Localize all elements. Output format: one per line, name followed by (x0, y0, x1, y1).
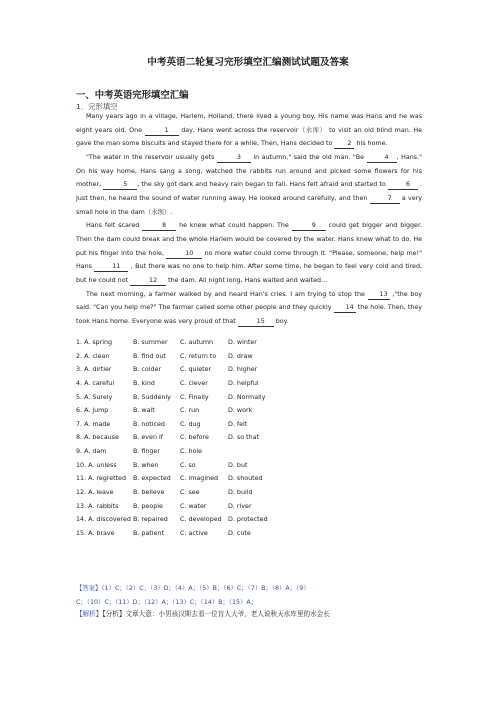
option-c[interactable]: C. so (180, 461, 196, 469)
blank-8[interactable]: 8 (142, 222, 176, 231)
blank-10[interactable]: 10 (166, 250, 202, 259)
passage-text: in autumn," said the old man. "Be (250, 153, 367, 161)
passage-text: no more water could come through it. "Please, someone, help me!" Hans (76, 249, 422, 271)
option-d[interactable]: D. helpful (228, 379, 259, 387)
option-a[interactable]: 3. A. dirtier (76, 366, 112, 374)
passage-text: the dam. All night long, Hans waited and waited... (166, 276, 328, 284)
option-c[interactable]: C. run (180, 407, 200, 415)
blank-9[interactable]: 9 (292, 222, 326, 231)
option-c[interactable]: C. imagined (180, 475, 219, 483)
option-c[interactable]: C. quieter (180, 366, 212, 374)
option-a[interactable]: 15. A. brave (76, 529, 115, 537)
blank-1[interactable]: 1 (145, 127, 179, 136)
section-heading: 一、中考英语完形填空汇编 (76, 90, 189, 101)
option-d[interactable]: D. so that (228, 434, 260, 442)
passage-text: . Just then, he heard the sound of water running away. He looked around carefully, and then (76, 181, 422, 202)
option-b[interactable]: B. Suddenly (133, 393, 171, 401)
option-c[interactable]: C. autumn (180, 339, 214, 346)
option-c[interactable]: C. water (180, 502, 207, 510)
answer-text: （1）C；（2）C；（3）D；（4）A；（5）B；（6）C；（7）B；（8）A；（9） (101, 585, 310, 592)
answer-block (76, 582, 426, 609)
blank-3[interactable]: 3 (217, 154, 251, 163)
passage-paragraph (76, 219, 422, 287)
passage-paragraph (76, 288, 422, 329)
passage-text: "The water in the reservoir usually gets (86, 153, 217, 161)
option-b[interactable]: B. summer (133, 339, 168, 346)
option-b[interactable]: B. when (133, 461, 159, 469)
option-b[interactable]: B. believe (133, 489, 165, 497)
passage-text: Hans felt scared (86, 222, 143, 230)
option-b[interactable]: B. colder (133, 366, 162, 374)
option-d[interactable]: D. winter (228, 339, 257, 346)
option-d[interactable]: D. higher (228, 366, 258, 374)
blank-7[interactable]: 7 (370, 195, 400, 204)
passage-text: Many years ago in a village, Harlem, Holland, there lived a young boy. His name was Hans and he was eight years old. One (76, 113, 422, 134)
option-c[interactable]: C. active (180, 529, 208, 537)
option-a[interactable]: 12. A. leave (76, 489, 114, 497)
blank-4[interactable]: 4 (367, 154, 397, 163)
passage-text: could get bigger and bigger. Then the dam could break and the whole Harlem would be covered by the water. Hans knew what to do. He put his finger into the hole, (76, 222, 422, 257)
option-d[interactable]: D. but (228, 461, 248, 469)
passage-text: the hole. Then, they took Hans home. Everyone was very proud of that (76, 304, 423, 325)
option-c[interactable]: C. return to (180, 352, 217, 360)
option-b[interactable]: B. repaired (133, 516, 168, 524)
option-a[interactable]: 4. A. careful (76, 379, 115, 387)
option-d[interactable]: D. Normally (228, 393, 266, 401)
option-b[interactable]: B. expected (133, 475, 171, 483)
question-number: 1． (76, 102, 89, 111)
question-type-label: 完形填空 (88, 102, 118, 111)
blank-5[interactable]: 5 (103, 181, 137, 190)
option-a[interactable]: 5. A. Surely (76, 393, 113, 401)
document-title: 中考英语二轮复习完形填空汇编测试试题及答案 (147, 57, 349, 68)
option-b[interactable]: B. noticed (133, 420, 165, 428)
option-b[interactable]: B. patient (133, 529, 164, 537)
option-b[interactable]: B. even if (133, 434, 163, 442)
option-d[interactable]: D. felt (228, 420, 248, 428)
option-b[interactable]: B. find out (133, 352, 166, 360)
option-b[interactable]: B. finger (133, 448, 160, 456)
blank-14[interactable]: 14 (334, 304, 356, 313)
option-d[interactable]: D. shouted (228, 475, 263, 483)
option-a[interactable]: 11. A. regretted (76, 475, 127, 483)
option-d[interactable]: D. protected (228, 516, 268, 524)
option-c[interactable]: C. see (180, 489, 200, 497)
passage-paragraph (76, 151, 422, 219)
option-d[interactable]: D. work (228, 407, 253, 415)
option-c[interactable]: C. hole (180, 448, 203, 456)
option-c[interactable]: C. Finally (180, 393, 209, 401)
analysis-label: 【解析】 (76, 610, 103, 618)
option-a[interactable]: 13. A. rabbits (76, 502, 119, 510)
option-a[interactable]: 9. A. dam (76, 448, 107, 456)
option-d[interactable]: D. river (228, 502, 252, 510)
passage-paragraph (76, 110, 422, 151)
option-d[interactable]: D. draw (228, 352, 253, 360)
option-c[interactable]: C. dug (180, 420, 201, 428)
blank-15[interactable]: 15 (238, 318, 274, 327)
passage-text: ,"the boy said. "Can you help me?" The farmer called some other people and they quickly (76, 290, 422, 312)
passage-text: , the sky got dark and heavy rain began to fall. Hans felt afraid and started to (137, 181, 388, 189)
option-c[interactable]: C. before (180, 434, 209, 442)
option-d[interactable]: D. cute (228, 529, 251, 537)
passage-text: his home. (354, 140, 388, 148)
option-a[interactable]: 1. A. spring (76, 339, 113, 346)
answer-line (76, 582, 426, 596)
answer-label: 【答案】 (76, 585, 102, 592)
passage-text: , But there was no one to help him. After some time, he began to feel very cold and tired, but he could not (76, 263, 423, 284)
option-c[interactable]: C. developed (180, 516, 222, 524)
option-a[interactable]: 2. A. clean (76, 352, 110, 360)
passage-text: , Hans." On his way home, Hans sang a song, watched the rabbits run around and picked some flowers for his mother, (76, 153, 423, 189)
analysis-text: 【分析】文章大意：小男孩汉斯去看一位盲人大爷，老人说秋天水库里的水会长 (102, 610, 330, 618)
blank-11[interactable]: 11 (94, 263, 128, 272)
option-d[interactable]: D. build (228, 489, 253, 497)
passage-text: The next morning, a farmer walked by and heard Han's cries. I am trying to stop the (86, 290, 368, 298)
option-b[interactable]: B. kind (133, 379, 155, 387)
blank-2[interactable]: 2 (334, 140, 354, 149)
option-c[interactable]: C. clever (180, 379, 208, 387)
passage-text: a very small hole in the dam（水坝）. (76, 194, 422, 216)
option-a[interactable]: 7. A. made (76, 420, 111, 428)
option-a[interactable]: 8. A. because (76, 434, 119, 442)
blank-13[interactable]: 13 (368, 291, 390, 300)
option-a[interactable]: 6. A. jump (76, 407, 109, 415)
cloze-passage (76, 110, 422, 329)
passage-text: he knew what could happen. The (176, 222, 292, 230)
answer-line: C；（10）C；（11）D；（12）A；（13）C；（14）B；（15）A； (76, 598, 258, 606)
blank-6[interactable]: 6 (388, 181, 418, 190)
analysis-block (76, 608, 436, 622)
option-a[interactable]: 10. A. unless (76, 461, 117, 469)
blank-12[interactable]: 12 (130, 277, 166, 286)
option-a[interactable]: 14. A. discovered (76, 516, 131, 524)
option-b[interactable]: B. wait (133, 407, 155, 415)
passage-text: boy. (273, 317, 289, 325)
passage-text: day, Hans went across the reservoir（水库） to visit an old blind man. He gave the man some biscuits and stayed there for a while, Then, Hans decided to (76, 126, 423, 148)
option-b[interactable]: B. people (133, 502, 163, 510)
